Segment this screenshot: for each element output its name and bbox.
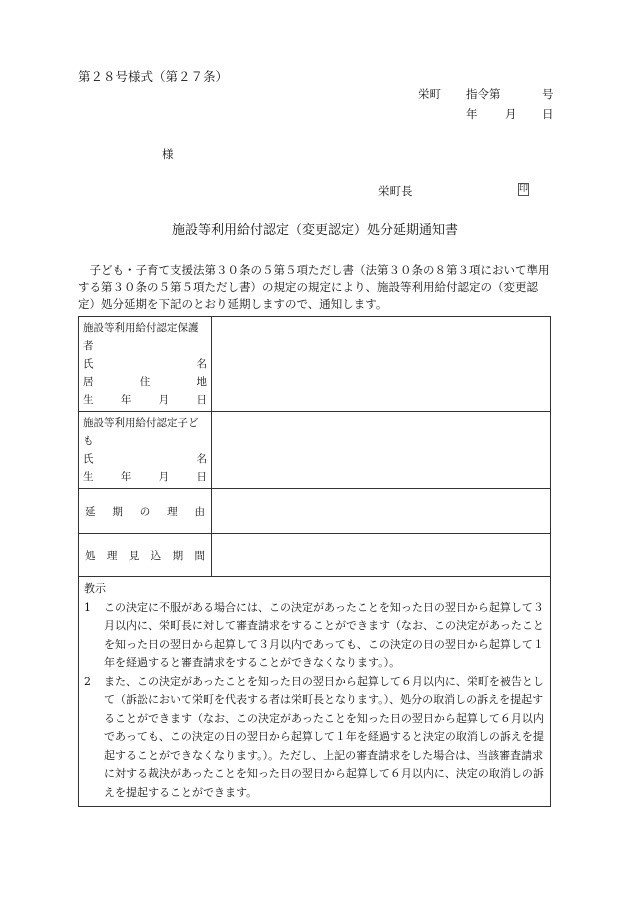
form-number: 第２８号様式（第２７条） bbox=[78, 69, 229, 84]
directive-number-label: 指令第 bbox=[466, 87, 501, 101]
period-value-cell bbox=[212, 534, 551, 577]
date-day-label: 日 bbox=[542, 107, 554, 121]
note-text: また、この決定があったことを知った日の翌日から起算して６月以内に、栄町を被告として（訴訟において栄町を代表する者は栄町長となります。）、処分の取消しの訴えを提起することができます（なお、この決定があったことを知った日の翌日から起算して６月以内であっても、この決定の日の翌日から起算して１年を経過すると決定の取消しの訴えを提起することができなくなります。）。ただし、上記の審査請求をした場合は、当該審査請求に対する裁決があったことを知った日の翌日から起算して６月以内に、決定の取消しの訴えを提起することができます。 bbox=[104, 674, 544, 799]
child-label-cell bbox=[79, 412, 212, 489]
date-month-label: 月 bbox=[505, 107, 517, 121]
child-header: 施設等利用給付認定子ども bbox=[83, 417, 199, 447]
notes-row bbox=[79, 577, 551, 807]
child-name-label: 氏 名 bbox=[83, 453, 207, 465]
guardian-name-label: 氏 名 bbox=[83, 358, 207, 370]
note-item-2 bbox=[84, 673, 546, 803]
notice-table bbox=[78, 316, 551, 807]
seal-icon: 印 bbox=[519, 184, 529, 194]
directive-number-suffix: 号 bbox=[542, 87, 554, 101]
reason-row bbox=[79, 489, 551, 534]
guardian-address-label: 居 住 地 bbox=[83, 376, 207, 388]
reason-value-cell bbox=[212, 489, 551, 534]
child-value-cell bbox=[212, 412, 551, 489]
period-label-cell bbox=[79, 534, 212, 577]
notes-cell bbox=[79, 577, 551, 807]
guardian-row bbox=[79, 317, 551, 412]
child-birth-label: 生 年 月 日 bbox=[83, 471, 207, 483]
guardian-label-cell bbox=[79, 317, 212, 412]
child-row bbox=[79, 412, 551, 489]
note-number: 2 bbox=[84, 674, 91, 688]
guardian-header: 施設等利用給付認定保護者 bbox=[83, 322, 199, 352]
reason-label-cell bbox=[79, 489, 212, 534]
note-number: 1 bbox=[84, 600, 91, 614]
period-label: 処 理 見 込 期 間 bbox=[85, 549, 205, 562]
document-title: 施設等利用給付認定（変更認定）処分延期通知書 bbox=[171, 223, 458, 238]
note-item-1 bbox=[84, 599, 546, 673]
guardian-value-cell bbox=[212, 317, 551, 412]
period-row bbox=[79, 534, 551, 577]
guardian-birth-label: 生 年 月 日 bbox=[83, 394, 207, 406]
body-text: 子ども・子育て支援法第３０条の５第５項ただし書（法第３０条の８第３項において準用する第３０条の５第５項ただし書）の規定の規定により、施設等利用給付認定の（変更認定）処分延期を下記のとおり延期しますので、通知します。 bbox=[78, 263, 550, 311]
office-name: 栄町 bbox=[418, 87, 441, 101]
note-text: この決定に不服がある場合には、この決定があったことを知った日の翌日から起算して３月以内に、栄町長に対して審査請求をすることができます（なお、この決定があったことを知った日の翌日から起算して３月以内であっても、この決定の日の翌日から起算して１年を経過すると審査請求をすることができなくなります。）。 bbox=[104, 600, 544, 669]
date-year-label: 年 bbox=[466, 107, 478, 121]
sender-title: 栄町長 bbox=[378, 184, 413, 198]
notes-heading: 教示 bbox=[84, 582, 106, 595]
reason-label: 延 期 の 理 由 bbox=[85, 505, 205, 518]
addressee-suffix: 様 bbox=[162, 147, 174, 161]
